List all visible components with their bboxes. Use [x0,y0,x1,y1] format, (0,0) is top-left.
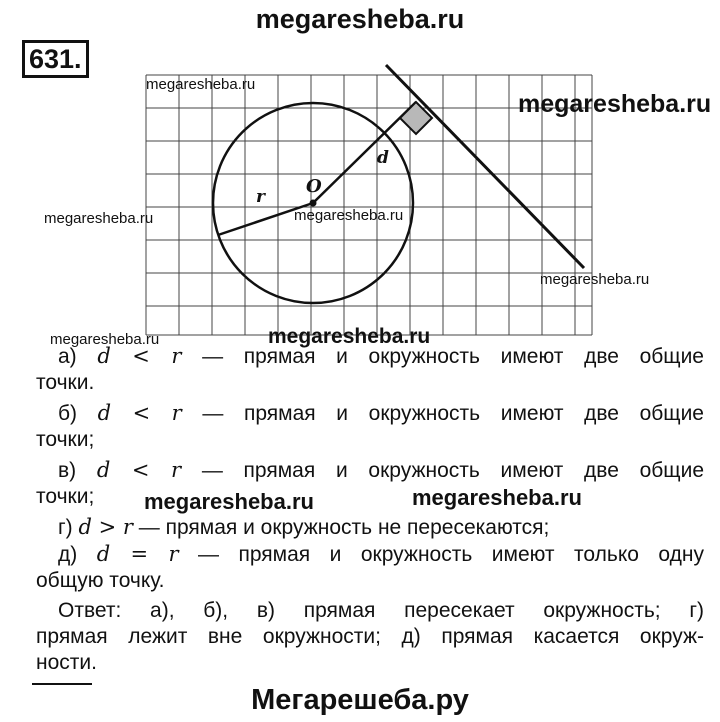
text-line: точки. [36,371,95,394]
watermark: megaresheba.ru [50,331,160,348]
center-point [310,200,317,207]
text-line: точки; [36,485,95,508]
watermark: megaresheba.ru [540,271,650,288]
watermark: megaresheba.ru [294,207,404,224]
watermark: megaresheba.ru [268,325,431,348]
geometry-figure [0,0,720,345]
answer-line: Ответ: а), б), в) прямая пересекает окружность; г) [58,599,704,622]
text-line: б) d < r — прямая и окружность имеют две общие [58,401,704,425]
text-line: в) d < r — прямая и окружность имеют две общие [58,458,704,482]
watermark: megaresheba.ru [144,489,314,514]
task-number: 631. [22,40,89,78]
watermark: megaresheba.ru [518,90,712,118]
watermark: megaresheba.ru [44,210,154,227]
text-line: а) d < r — прямая и окружность имеют две общие [58,344,704,368]
label-radius: r [256,187,265,207]
watermark: megaresheba.ru [412,485,582,510]
label-distance: d [377,148,389,168]
text-line: д) d = r — прямая и окружность имеют только одну [58,542,704,566]
text-line: общую точку. [36,569,165,592]
answer-line: прямая лежит вне окружности; д) прямая касается окруж- [36,625,704,648]
label-center: O [306,176,322,197]
site-header: megaresheba.ru [255,4,465,34]
watermark: megaresheba.ru [146,76,256,93]
solution-text [36,343,704,676]
answer-line: ности. [36,651,97,674]
text-line: точки; [36,428,95,451]
site-footer: Мегарешеба.ру [251,684,469,716]
text-line: г) d > r — прямая и окружность не пересекаются; [58,515,550,539]
